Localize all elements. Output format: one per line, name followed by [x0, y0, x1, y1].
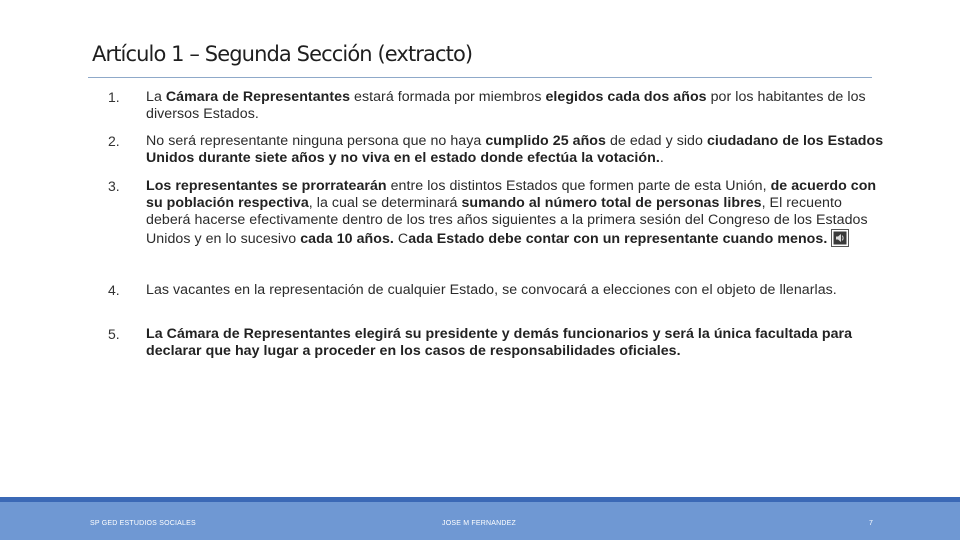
footer — [0, 502, 960, 540]
text-run: No será representante ninguna persona que no haya — [146, 133, 486, 149]
bold-text: La Cámara de Representantes elegirá su presidente y demás funcionarios y será la única facultada para declarar que hay lugar a proceder en los casos de responsabilidades oficiales. — [146, 326, 853, 359]
audio-speaker-icon[interactable] — [831, 229, 849, 247]
item-number: 2. — [108, 133, 120, 149]
item-text — [146, 326, 886, 360]
text-run: de edad y sido — [605, 133, 707, 149]
footer-author: JOSE M FERNANDEZ — [442, 520, 516, 527]
text-run: La — [146, 89, 166, 105]
item-text — [146, 282, 886, 299]
item-text — [146, 133, 886, 167]
text-run: estará formada por miembros — [350, 89, 546, 105]
bold-text: de acuerdo con su población respectiva — [146, 178, 877, 211]
item-text — [146, 89, 886, 123]
slide-title: Artículo 1 – Segunda Sección (extracto) — [92, 42, 473, 66]
bold-text: ciudadano de los Estados Unidos durante siete años y no viva en el estado donde efectúa la votación. — [146, 133, 884, 166]
bold-text: sumando al número total de personas libres — [461, 195, 762, 211]
footer-course: SP GED ESTUDIOS SOCIALES — [90, 520, 196, 527]
item-text — [146, 178, 886, 248]
text-run: , El recuento deberá hacerse efectivamente dentro de los tres años siguientes a la primera sesión del Congreso de los Estados Unidos y en lo sucesivo — [146, 195, 868, 247]
item-number: 1. — [108, 89, 120, 105]
text-run: . — [659, 150, 664, 166]
bold-text: Los representantes se prorratearán — [146, 178, 387, 194]
bold-text: ada Estado debe contar con un representante cuando menos. — [408, 231, 828, 247]
page-number: 7 — [869, 520, 874, 527]
bold-text: cada 10 años. — [300, 231, 394, 247]
item-number: 4. — [108, 282, 120, 298]
text-run: C — [393, 231, 409, 247]
text-run: Las vacantes en la representación de cualquier Estado, se convocará a elecciones con el objeto de llenarlas. — [146, 282, 837, 298]
item-number: 5. — [108, 326, 120, 342]
text-run: , la cual se determinará — [308, 195, 462, 211]
bold-text: Cámara de Representantes — [165, 89, 351, 105]
bold-text: cumplido 25 años — [485, 133, 606, 149]
item-number: 3. — [108, 178, 120, 194]
text-run: por los habitantes de los diversos Estados. — [146, 89, 866, 122]
text-run: entre los distintos Estados que formen parte de esta Unión, — [386, 178, 771, 194]
title-divider — [88, 77, 872, 78]
bold-text: elegidos cada dos años — [545, 89, 707, 105]
